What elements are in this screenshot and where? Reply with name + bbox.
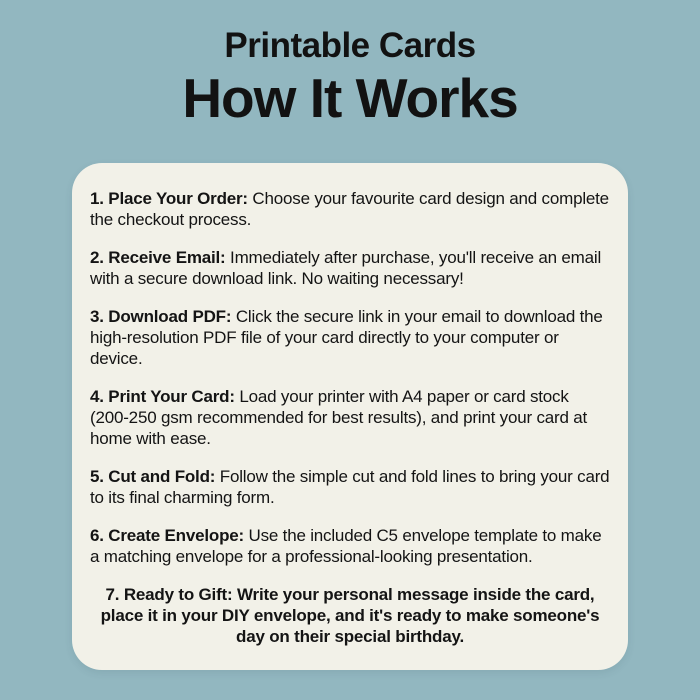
step-item [90,247,610,289]
step-label: 4. Print Your Card: [90,387,235,406]
header [0,0,700,128]
step-item [90,188,610,230]
header-subtitle: Printable Cards [224,26,476,65]
step-text: Use the included C5 envelope template to make a matching envelope for a professional-looking presentation. [90,526,602,566]
step-text: Write your personal message inside the card, place it in your DIY envelope, and it's ready to make someone's day on their special birthday. [100,585,600,646]
step-text: Click the secure link in your email to download the high-resolution PDF file of your card directly to your computer or device. [90,307,603,368]
step-label: 5. Cut and Fold: [90,467,216,486]
step-label: 6. Create Envelope: [90,526,244,545]
page-title: How It Works [182,67,518,129]
step-label: 3. Download PDF: [90,307,232,326]
step-item [90,584,610,647]
step-label: 1. Place Your Order: [90,189,248,208]
step-item [90,466,610,508]
steps-list [90,188,610,647]
steps-card [72,163,628,670]
step-label: 7. Ready to Gift: [105,585,233,604]
step-text: Immediately after purchase, you'll receive an email with a secure download link. No waiting necessary! [90,248,602,288]
step-item [90,306,610,369]
step-item [90,386,610,449]
step-item [90,525,610,567]
step-text: Choose your favourite card design and complete the checkout process. [90,189,609,229]
step-text: Load your printer with A4 paper or card stock (200-250 gsm recommended for best results), and print your card at home with ease. [90,387,588,448]
step-text: Follow the simple cut and fold lines to bring your card to its final charming form. [90,467,610,507]
step-label: 2. Receive Email: [90,248,226,267]
